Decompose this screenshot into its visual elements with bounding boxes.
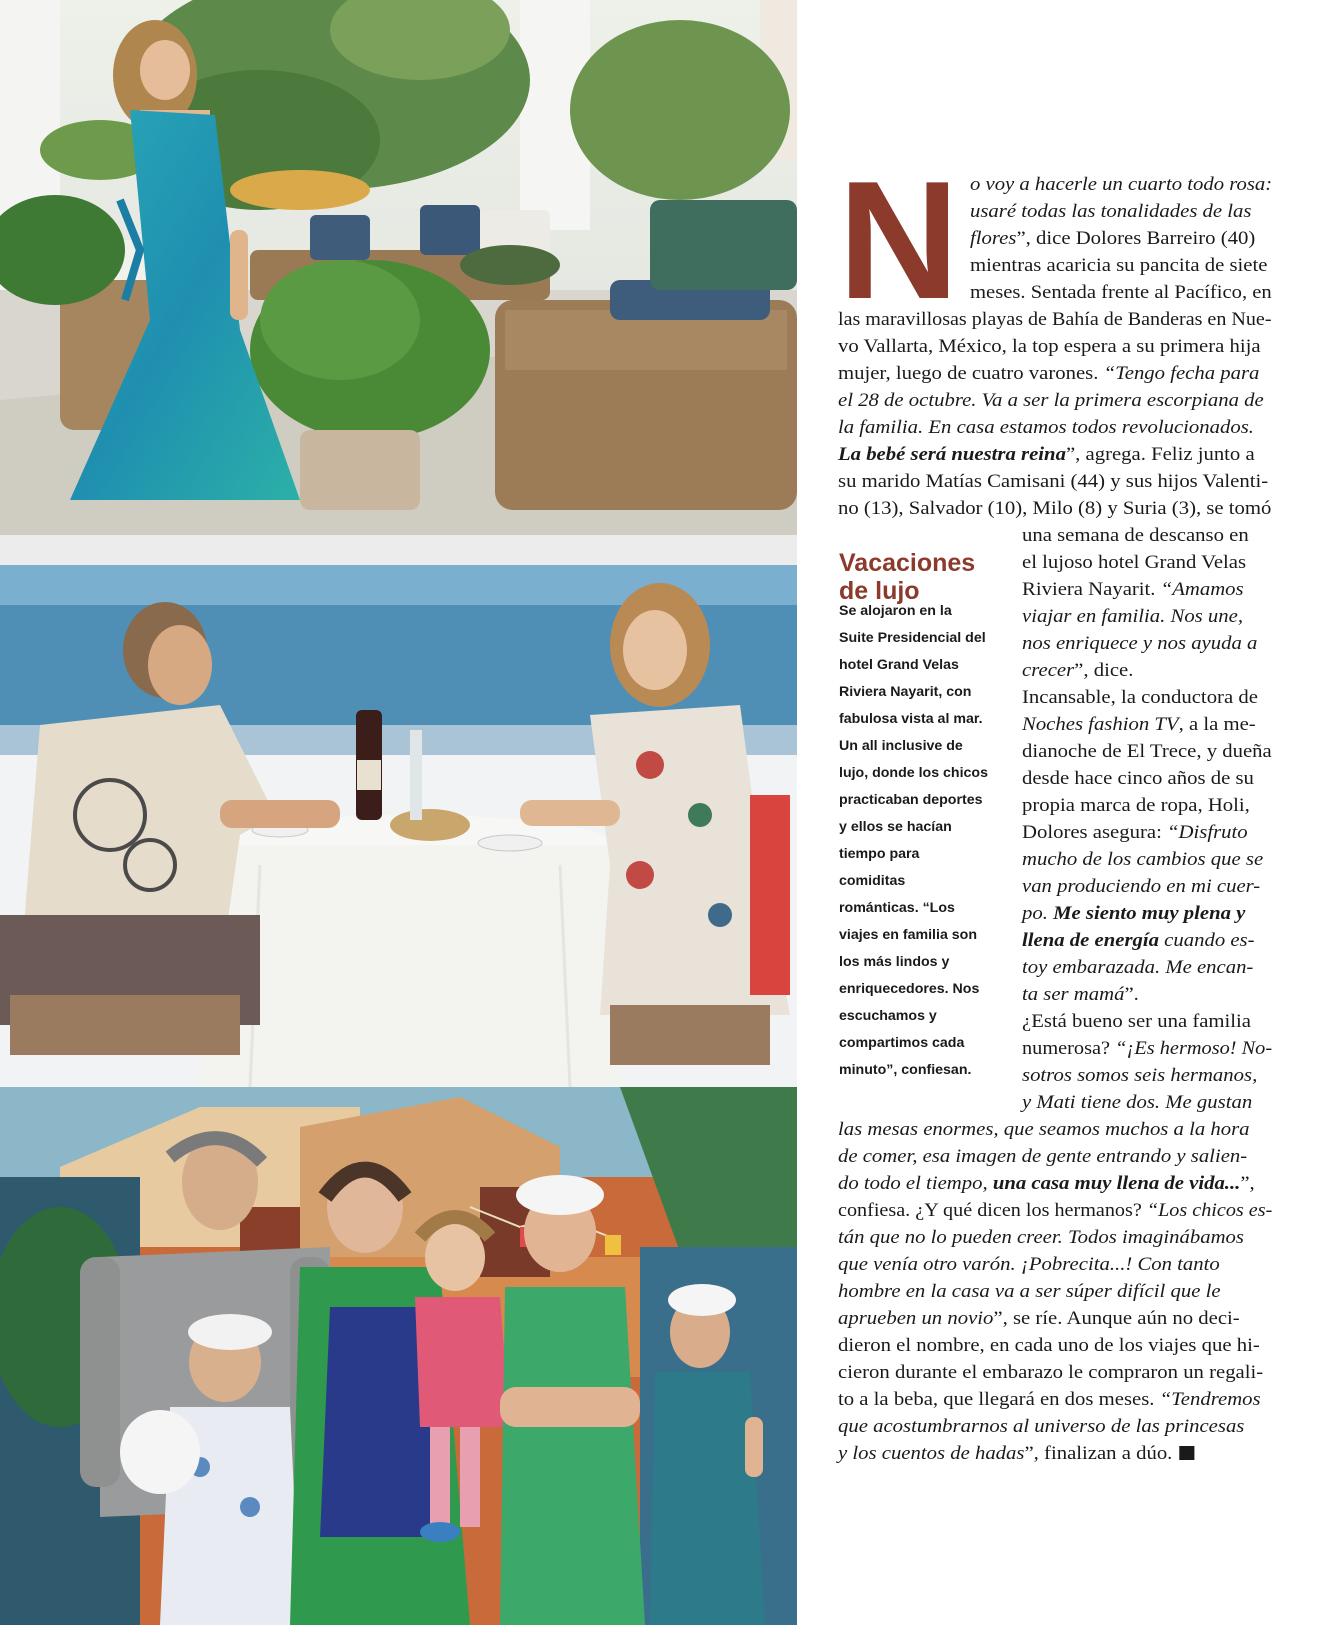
article-text-run: su marido Matías Camisani (44) y sus hijos Valenti- xyxy=(838,471,1269,492)
article-line xyxy=(838,1360,1263,1386)
couple-photo-illustration xyxy=(0,535,797,1087)
article-text-run: sotros somos seis hermanos, xyxy=(1022,1065,1258,1086)
article-line xyxy=(1022,631,1257,657)
article-text-run: de comer, esa imagen de gente entrando y salien- xyxy=(838,1146,1248,1167)
article-text-run: propia marca de ropa, Holi, xyxy=(1022,795,1250,816)
caption-line: Se alojaron en la xyxy=(839,603,952,619)
article-text-run: Dolores asegura: xyxy=(1022,822,1168,843)
article-text-run: mientras acaricia su pancita de siete xyxy=(970,255,1268,276)
article-text-run: ”. xyxy=(1124,984,1139,1005)
article-text-run: las mesas enormes, que seamos muchos a la hora xyxy=(838,1119,1250,1140)
article-text-run: mucho de los cambios que se xyxy=(1022,849,1264,870)
article-text-run: Riviera Nayarit. xyxy=(1022,579,1161,600)
article-line xyxy=(838,361,1259,387)
photo-family-mural xyxy=(0,1087,797,1625)
article-line xyxy=(1022,1009,1251,1035)
article-line xyxy=(838,1225,1244,1251)
article-text-run: el lujoso hotel Grand Velas xyxy=(1022,552,1247,573)
article-text-run: ”, agrega. Feliz junto a xyxy=(1065,444,1255,465)
article-line xyxy=(1022,1036,1272,1062)
article-text-run: ”, se ríe. Aunque aún no deci- xyxy=(993,1308,1240,1329)
article-line xyxy=(838,1441,1194,1467)
caption-line: los más lindos y xyxy=(839,954,950,970)
article-text-run: dieron el nombre, en cada uno de los viajes que hi- xyxy=(838,1335,1260,1356)
article-text-run: ¿Está bueno ser una familia xyxy=(1022,1011,1252,1032)
caption-line: Suite Presidencial del xyxy=(839,630,986,646)
article-text-run: flores xyxy=(970,228,1017,249)
article-line xyxy=(970,253,1267,279)
article-text-run: las maravillosas playas de Bahía de Banderas en Nue- xyxy=(838,309,1272,330)
article-text-run: viajar en familia. Nos une, xyxy=(1022,606,1244,627)
article-line xyxy=(838,388,1264,414)
article-line xyxy=(1022,523,1249,549)
caption-line: minuto”, confiesan. xyxy=(839,1062,972,1078)
article-line xyxy=(1022,793,1250,819)
photo-terrace-woman xyxy=(0,0,797,535)
article-text-run: ”, finalizan a dúo. xyxy=(1024,1443,1173,1464)
caption-line: enriquecedores. Nos xyxy=(839,981,980,997)
article-line xyxy=(838,496,1271,522)
sidebar-heading-line-1: Vacaciones xyxy=(839,549,976,577)
article-text-run: cuando es- xyxy=(1158,930,1255,951)
article-line xyxy=(970,226,1255,252)
article-line xyxy=(838,307,1272,333)
caption-line: hotel Grand Velas xyxy=(839,657,959,673)
article-text-run: o voy a hacerle un cuarto todo rosa: xyxy=(970,174,1273,195)
caption-line: lujo, donde los chicos xyxy=(839,765,988,781)
article-line xyxy=(838,469,1268,495)
article-line xyxy=(1022,874,1260,900)
article-line xyxy=(1022,604,1243,630)
caption-line: y ellos se hacían xyxy=(839,819,952,835)
article-line xyxy=(838,1144,1247,1170)
article-text-run: van produciendo en mi cuer- xyxy=(1022,876,1261,897)
article-line xyxy=(838,1171,1255,1197)
article-text-run: cieron durante el embarazo le compraron un regali- xyxy=(838,1362,1264,1383)
caption-line: escuchamos y xyxy=(839,1008,937,1024)
article-text-run: , a la me- xyxy=(1178,714,1256,735)
article-text-run: nos enriquece y nos ayuda a xyxy=(1022,633,1258,654)
article-text-run: confiesa. ¿Y qué dicen los hermanos? xyxy=(838,1200,1147,1221)
article-text-run: que venía otro varón. ¡Pobrecita...! Con tanto xyxy=(838,1254,1220,1275)
article-line xyxy=(970,280,1272,306)
article-text-run: La bebé será nuestra reina xyxy=(838,444,1066,465)
end-mark-icon xyxy=(1179,1446,1194,1460)
article-text-run: “Tengo fecha para xyxy=(1103,363,1260,384)
article-text-run: “Los chicos es- xyxy=(1146,1200,1273,1221)
article-line xyxy=(1022,577,1244,603)
article-text-run: ”, xyxy=(1240,1173,1255,1194)
article-line xyxy=(1022,820,1248,846)
article-text-run: aprueben un novio xyxy=(838,1308,994,1329)
article-text-run: meses. Sentada frente al Pacífico, en xyxy=(970,282,1272,303)
article-text-run: “Tendremos xyxy=(1159,1389,1261,1410)
article-line xyxy=(1022,901,1245,927)
caption-line: comiditas xyxy=(839,873,906,889)
article-line xyxy=(970,172,1272,198)
article-line xyxy=(1022,658,1133,684)
article-text-run: ta ser mamá xyxy=(1022,984,1125,1005)
terrace-photo-illustration xyxy=(0,0,797,535)
article-line xyxy=(838,334,1261,360)
article-line xyxy=(1022,766,1254,792)
article-text-run: y Mati tiene dos. Me gustan xyxy=(1022,1092,1253,1113)
article-line xyxy=(838,1279,1221,1305)
article-line xyxy=(838,1198,1272,1224)
article-text-run: la familia. En casa estamos todos revolucionados. xyxy=(838,417,1254,438)
article-text-run: do todo el tiempo, xyxy=(838,1173,993,1194)
article-text-run: toy embarazada. Me encan- xyxy=(1022,957,1254,978)
article-text-run: Incansable, la conductora de xyxy=(1022,687,1258,708)
article-line xyxy=(838,1333,1260,1359)
article-line xyxy=(838,1117,1250,1143)
article-text-run: numerosa? xyxy=(1022,1038,1116,1059)
article-text-run: el 28 de octubre. Va a ser la primera escorpiana de xyxy=(838,390,1264,411)
article-text-run: “Amamos xyxy=(1160,579,1244,600)
caption-line: viajes en familia son xyxy=(839,927,977,943)
article-line xyxy=(1022,1063,1257,1089)
article-text-run: llena de energía xyxy=(1022,930,1159,951)
article-text-run: po. xyxy=(1022,903,1054,924)
caption-line: Un all inclusive de xyxy=(839,738,963,754)
photo-couple-dinner xyxy=(0,535,797,1087)
article-line xyxy=(1022,550,1246,576)
article-line xyxy=(1022,955,1253,981)
article-text-run: to a la beba, que llegará en dos meses. xyxy=(838,1389,1160,1410)
article-line xyxy=(970,199,1251,225)
article-line xyxy=(1022,928,1255,954)
sidebar-heading-line-2: de lujo xyxy=(839,577,920,605)
article-text-run: “¡Es hermoso! No- xyxy=(1115,1038,1273,1059)
caption-line: románticas. “Los xyxy=(839,900,955,916)
article-text-run: dianoche de El Trece, y dueña xyxy=(1022,741,1272,762)
article-text-run: desde hace cinco años de su xyxy=(1022,768,1254,789)
article-line xyxy=(1022,685,1258,711)
article-line xyxy=(838,1387,1261,1413)
article-text-run: una casa muy llena de vida... xyxy=(992,1173,1241,1194)
article-text-run: tán que no lo pueden creer. Todos imaginábamos xyxy=(838,1227,1244,1248)
article-text-run: vo Vallarta, México, la top espera a su primera hija xyxy=(838,336,1261,357)
sidebar-heading xyxy=(839,549,1019,605)
article-line xyxy=(838,1306,1240,1332)
article-line xyxy=(1022,712,1256,738)
article-text-run: ”, dice Dolores Barreiro (40) xyxy=(1016,228,1256,249)
article-text-run: hombre en la casa va a ser súper difícil que le xyxy=(838,1281,1221,1302)
article-line xyxy=(1022,847,1263,873)
caption-line: compartimos cada xyxy=(839,1035,965,1051)
article-line xyxy=(1022,739,1272,765)
article-text-run: no (13), Salvador (10), Milo (8) y Suria (3), se tomó xyxy=(838,498,1272,519)
family-photo-illustration xyxy=(0,1087,797,1625)
article-text-run: que acostumbrarnos al universo de las princesas xyxy=(838,1416,1245,1437)
article-line xyxy=(838,415,1254,441)
caption-line: fabulosa vista al mar. xyxy=(839,711,983,727)
caption-line: tiempo para xyxy=(839,846,920,862)
article-text-run: ”, dice. xyxy=(1074,660,1134,681)
article-line xyxy=(1022,982,1139,1008)
article-line xyxy=(1022,1090,1252,1116)
article-text-run: “Disfruto xyxy=(1167,822,1248,843)
caption-line: Riviera Nayarit, con xyxy=(839,684,972,700)
article-text-run: Me siento muy plena y xyxy=(1053,903,1246,924)
drop-cap: N xyxy=(838,146,956,334)
article-text-run: crecer xyxy=(1022,660,1075,681)
article-text-run: Noches fashion TV xyxy=(1022,714,1179,735)
caption-line: practicaban deportes xyxy=(839,792,983,808)
article-text-run: usaré todas las tonalidades de las xyxy=(970,201,1252,222)
article-line xyxy=(838,1414,1244,1440)
article-line xyxy=(838,442,1255,468)
article-text-run: una semana de descanso en xyxy=(1022,525,1249,546)
article-text-run: mujer, luego de cuatro varones. xyxy=(838,363,1104,384)
article-text-run: y los cuentos de hadas xyxy=(838,1443,1025,1464)
article-line xyxy=(838,1252,1220,1278)
